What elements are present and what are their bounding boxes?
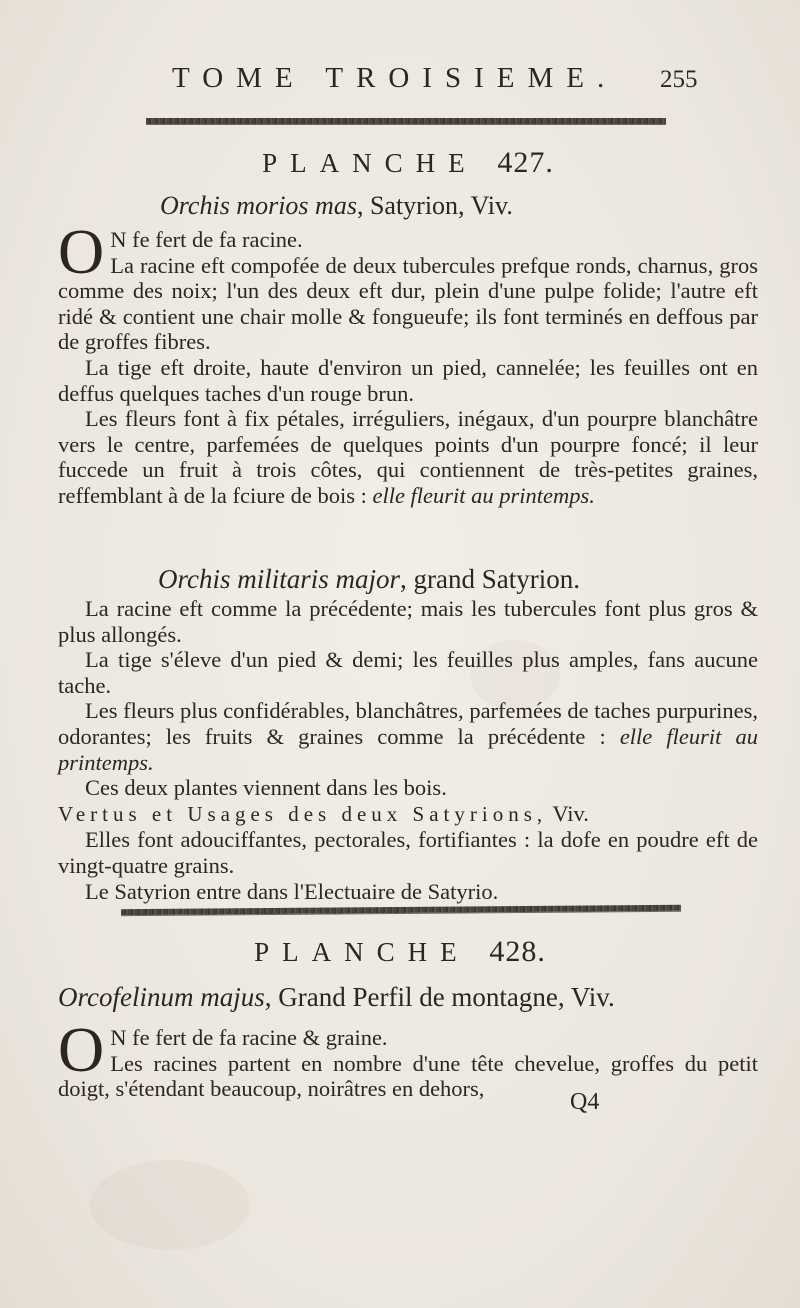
paragraph: La racine eft compofée de deux tubercules prefque ronds, charnus, gros comme des noix; l'un des deux eft dur, plein d'une pulpe folide; l'autre eft ridé & contient une chair molle & fongueufe; ils font terminés en deffous par de groffes fibres.: [58, 252, 758, 355]
paragraph: [58, 216, 758, 287]
paragraph: [58, 698, 758, 775]
paragraph: La tige eft droite, haute d'environ un pied, cannelée; les feuilles ont en deffus quelques taches d'un rouge brun.: [58, 354, 758, 406]
flowering-note: elle fleurit au printemps.: [58, 723, 759, 775]
plate-number: 427.: [497, 146, 554, 179]
species-latin-name: Orcofelinum majus: [58, 982, 265, 1012]
paragraph: Ces deux plantes viennent dans les bois.: [85, 775, 447, 801]
paragraph-text: Les fleurs plus confidérables, blanchâtres, parfemées de taches purpurines, odorantes; les fruits & graines comme la précédente :: [58, 698, 758, 749]
running-head: [0, 62, 800, 112]
paragraph: La tige s'éleve d'un pied & demi; les feuilles plus amples, fans aucune tache.: [58, 647, 758, 698]
section-text: [58, 1014, 758, 1102]
drop-cap: O: [58, 216, 105, 287]
signature-mark: Q4: [570, 1089, 600, 1115]
section-text: [58, 596, 758, 904]
flowering-note: elle fleurit au printemps.: [372, 482, 595, 508]
ornamental-rule: [146, 118, 666, 125]
species-heading: [160, 191, 513, 221]
virtues-heading-suffix: Viv.: [547, 800, 589, 826]
paper-stain: [90, 1160, 250, 1250]
running-title: TOME TROISIEME.: [172, 62, 618, 94]
paragraph: Le Satyrion entre dans l'Electuaire de Satyrio.: [85, 878, 499, 904]
plate-label: PLANCHE: [254, 937, 470, 967]
paragraph: Elles font adouciffantes, pectorales, fortifiantes : la dofe en poudre eft de vingt-quatre grains.: [58, 827, 758, 878]
paragraph: La racine eft comme la précédente; mais les tubercules font plus gros & plus allongés.: [58, 596, 758, 647]
drop-cap: O: [58, 1014, 105, 1085]
species-common-name: , Satyrion, Viv.: [356, 191, 513, 220]
plate-label: PLANCHE: [262, 148, 478, 178]
paragraph: Les racines partent en nombre d'une tête chevelue, groffes du petit doigt, s'étendant beaucoup, noirâtres en dehors,: [58, 1050, 758, 1102]
page-number: 255: [660, 66, 698, 93]
plate-number: 428.: [489, 935, 546, 968]
paragraph-text: N fe fert de fa racine & graine.: [110, 1025, 388, 1050]
plate-heading: [0, 935, 800, 969]
ornamental-rule: [121, 905, 681, 916]
section-text: [58, 216, 758, 509]
species-heading: [58, 982, 615, 1013]
species-common-name: , Grand Perfil de montagne, Viv.: [264, 982, 615, 1012]
virtues-heading-text: Vertus et Usages des deux Satyrions,: [58, 801, 548, 826]
plate-heading: [0, 146, 800, 180]
species-latin-name: Orchis militaris major: [158, 564, 401, 594]
paragraph-text: N fe fert de fa racine.: [110, 227, 303, 252]
virtues-heading: [58, 801, 758, 828]
species-heading: [158, 564, 580, 595]
species-common-name: , grand Satyrion.: [400, 564, 581, 594]
species-latin-name: Orchis morios mas: [160, 191, 357, 220]
paragraph: [58, 406, 758, 508]
paragraph-text: Les fleurs font à fix pétales, irréguliers, inégaux, d'un pourpre blanchâtre vers le centre, parfemées de quelques points d'un pourpre foncé; il leur fuccede un fruit à trois côtes, qui contiennent de très-petites graines, reffemblant à de la fciure de bois :: [58, 406, 758, 508]
